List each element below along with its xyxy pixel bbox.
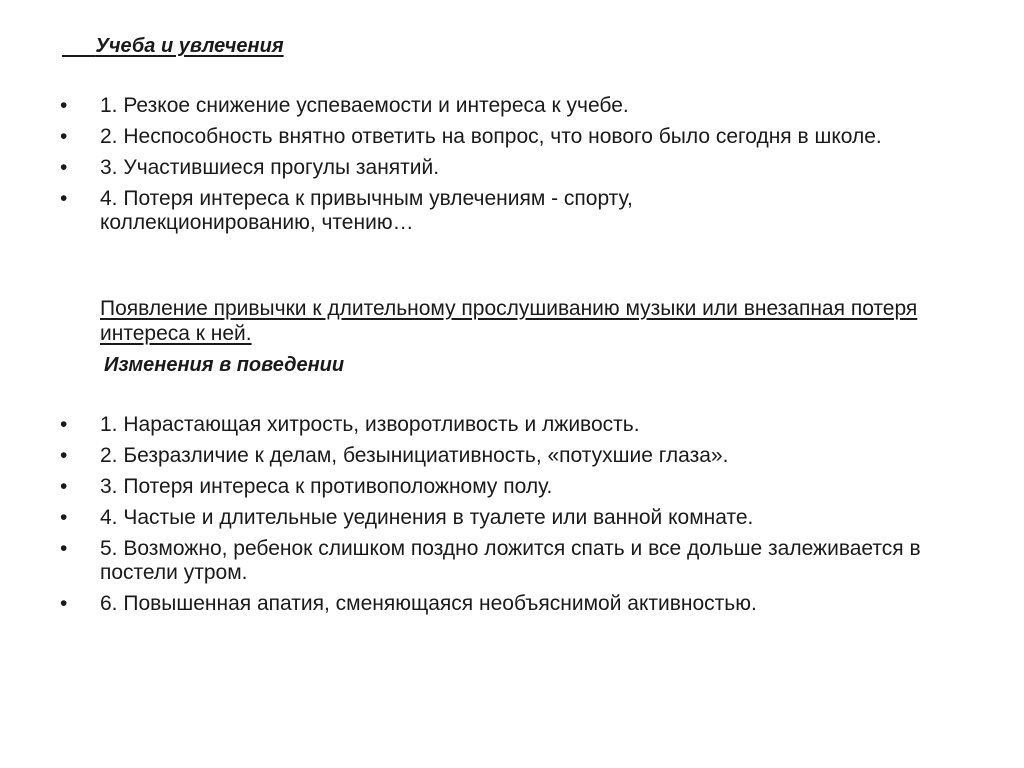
list-item-text: 3. Участившиеся прогулы занятий. xyxy=(100,156,440,179)
list-item xyxy=(60,125,960,149)
section-heading-study-text: Учеба и увлечения xyxy=(95,35,284,57)
bullet-icon: • xyxy=(60,413,68,436)
list-item xyxy=(60,187,800,235)
section-heading-study xyxy=(62,34,284,58)
list-item-text: 1. Нарастающая хитрость, изворотливость и лживость. xyxy=(100,413,640,436)
list-item xyxy=(60,475,960,499)
list-item xyxy=(60,537,960,585)
bullet-icon: • xyxy=(60,444,68,467)
bullet-icon: • xyxy=(60,537,68,560)
bullet-icon: • xyxy=(60,125,68,148)
list-item-text: 5. Возможно, ребенок слишком поздно ложится спать и все дольше залеживается в постели утром. xyxy=(100,537,921,584)
list-item xyxy=(60,413,960,437)
list-item xyxy=(60,94,960,118)
list-item-text: 4. Частые и длительные уединения в туалете или ванной комнате. xyxy=(100,506,754,529)
list-item xyxy=(60,156,960,180)
bullet-icon: • xyxy=(60,187,68,210)
list-item-text: 2. Безразличие к делам, безынициативность, «потухшие глаза». xyxy=(100,444,729,467)
bullet-icon: • xyxy=(60,156,68,179)
bullet-icon: • xyxy=(60,94,68,117)
bullet-icon: • xyxy=(60,475,68,498)
heading-lead-space xyxy=(62,35,95,57)
list-item-text: 4. Потеря интереса к привычным увлечениям - спорту, коллекционированию, чтению… xyxy=(100,187,633,234)
list-item xyxy=(60,444,960,468)
list-item xyxy=(60,592,960,616)
behavior-signs-list xyxy=(60,413,960,616)
music-note-text: Появление привычки к длительному прослушиванию музыки или внезапная потеря интереса к ней. xyxy=(100,297,918,345)
list-item-text: 6. Повышенная апатия, сменяющаяся необъяснимой активностью. xyxy=(100,592,757,615)
list-item-text: 2. Неспособность внятно ответить на вопрос, что нового было сегодня в школе. xyxy=(100,125,882,148)
list-item-text: 3. Потеря интереса к противоположному полу. xyxy=(100,475,553,498)
music-note xyxy=(100,296,920,346)
list-item xyxy=(60,506,960,530)
bullet-icon: • xyxy=(60,592,68,615)
bullet-icon: • xyxy=(60,506,68,529)
section-heading-behavior: Изменения в поведении xyxy=(104,354,345,376)
list-item-text: 1. Резкое снижение успеваемости и интереса к учебе. xyxy=(100,94,629,117)
study-signs-list xyxy=(60,94,960,235)
